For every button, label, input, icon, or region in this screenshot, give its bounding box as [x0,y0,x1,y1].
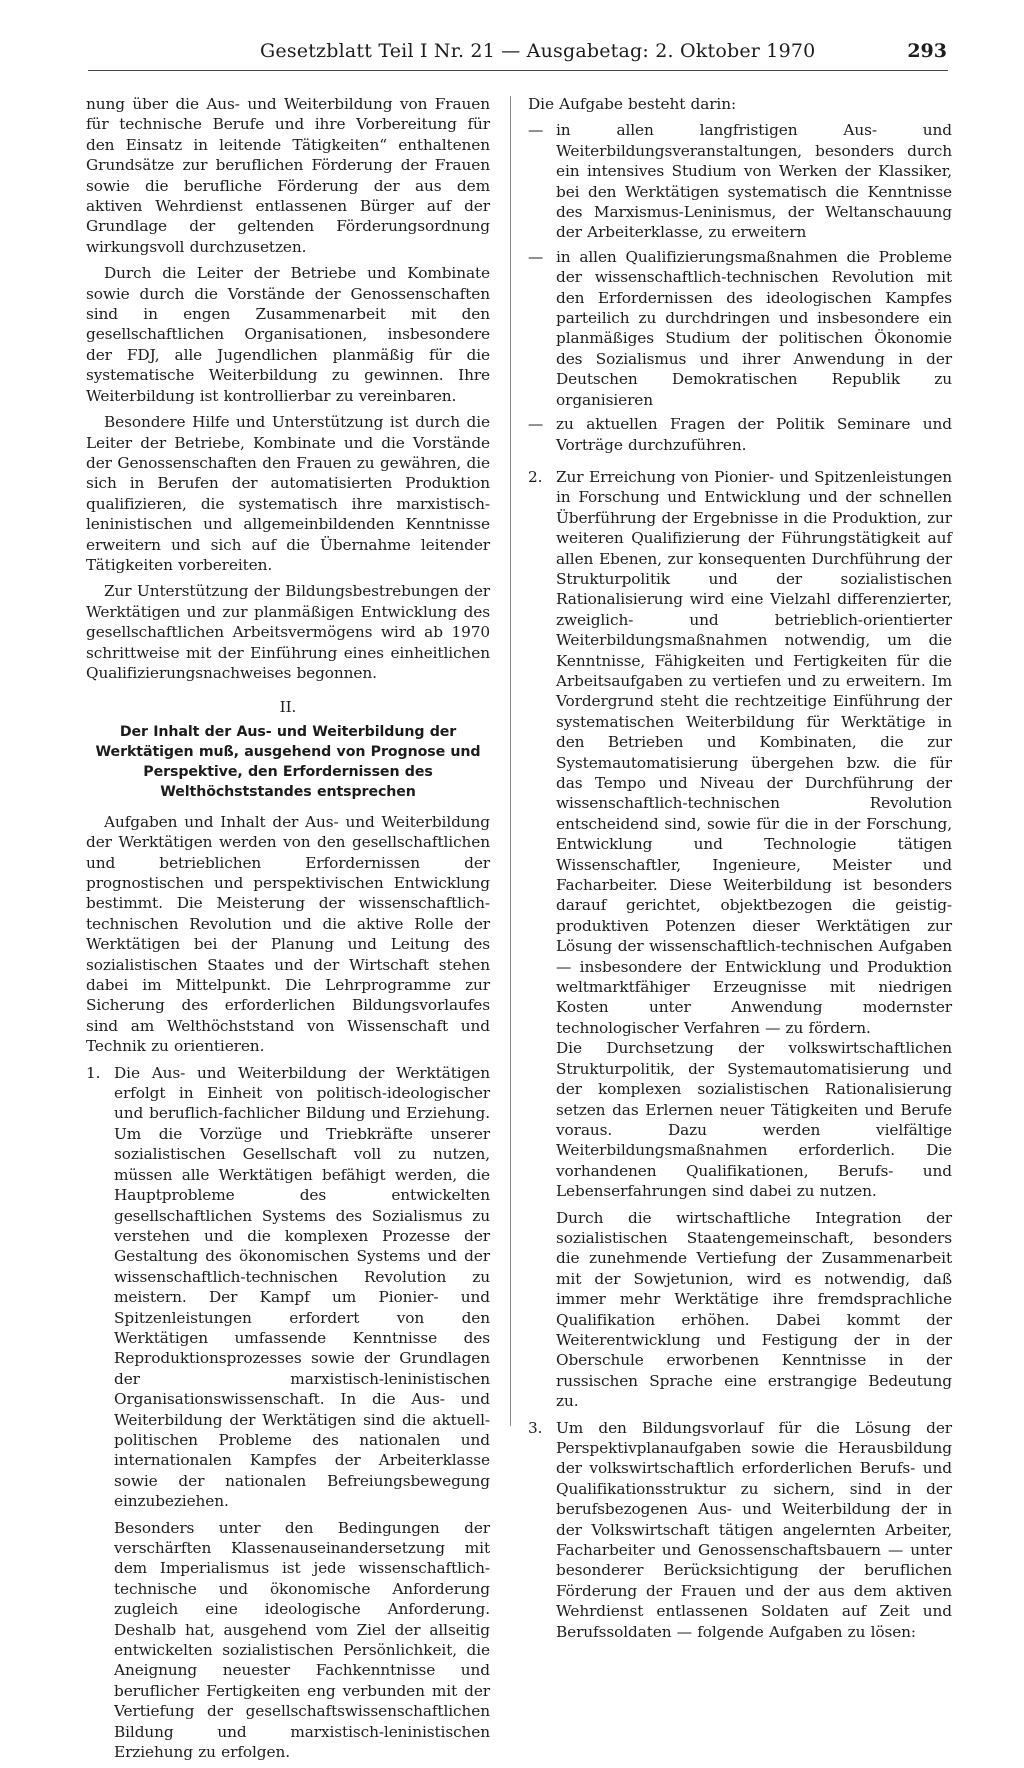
dash-list-item [528,247,952,410]
paragraph: Besonders unter den Bedingungen der verschärften Klassenauseinandersetzung mit dem Imperialismus ist jede wissenschaftlich-technische und ökonomische Anforderung zugleich eine ideologische Anforderung. Deshalb hat, ausgehend vom Ziel der allseitig entwickelten sozialistischen Persönlichkeit, die Aneignung neuester Fachkenntnisse und beruflicher Fertigkeiten eng verbunden mit der Vertiefung der gesellschaftswissenschaftlichen Bildung und marxistisch-leninistischen Erziehung zu erfolgen. [114,1518,490,1762]
paragraph: Um den Bildungsvorlauf für die Lösung der Perspektivplanaufgaben sowie die Herausbildung der volkswirtschaftlich erforderlichen Berufs- und Qualifikationsstruktur zu sichern, sind in der berufsbezogenen Aus- und Weiterbildung der in der Volkswirtschaft tätigen angelernten Arbeiter, Facharbeiter und Genossenschaftsbauern — unter besonderer Berücksichtigung der beruflichen Förderung der Frauen und der aus dem aktiven Wehrdienst entlassenen Soldaten auf Zeit und Berufssoldaten — folgende Aufgaben zu lösen: [556,1418,952,1641]
header-rule [88,70,948,71]
paragraph: Besondere Hilfe und Unterstützung ist durch die Leiter der Betriebe, Kombinate und die Vorstände der Genossenschaften den Frauen zu gewähren, die sich in Berufen der automatisierten Produktion qualifizieren, die systematisch ihre marxistisch-leninistischen und allgemeinbildenden Kenntnisse erweitern und sich auf die Übernahme leitender Tätigkeiten vorbereiten. [86,413,490,574]
dash-text: in allen langfristigen Aus- und Weiterbildungsveranstaltungen, besonders durch ein intensives Studium von Werken der Klassiker, bei den Werktätigen systematisch die Kenntnisse des Marxismus-Leninismus, der Weltanschauung der Arbeiterklasse, zu erweitern [556,121,952,242]
page-header [0,40,1024,68]
right-column [528,94,952,1648]
header-title: Gesetzblatt Teil I Nr. 21 — Ausgabetag: 2. Oktober 1970 [260,40,816,62]
list-marker: 3. [528,1418,543,1437]
dash-list-item [528,120,952,242]
paragraph: Zur Unterstützung der Bildungsbestrebungen der Werktätigen und zur planmäßigen Entwicklung des gesellschaftlichen Arbeitsvermögens wird ab 1970 schrittweise mit der Einführung eines einheitlichen Qualifizierungsnachweises begonnen. [86,582,490,682]
paragraph: Zur Erreichung von Pionier- und Spitzenleistungen in Forschung und Entwicklung und der schnellen Überführung der Ergebnisse in die Produktion, zur weiteren Qualifizierung der Führungstätigkeit auf allen Ebenen, zur konsequenten Durchführung der Strukturpolitik und der sozialistischen Rationalisierung wird eine Vielzahl differenzierter, zweiglich- und betrieblich-orientierter Weiterbildungsmaßnahmen notwendig, um die Kenntnisse, Fähigkeiten und Fertigkeiten für die Arbeitsaufgaben zu vertiefen und zu erweitern. Im Vordergrund steht die rechtzeitige Einführung der systematischen Weiterbildung für Werktätige in den Betrieben und Kombinaten, die zur Systemautomatisierung übergehen bzw. die für das Tempo und Niveau der Durchführung der wissenschaftlich-technischen Revolution entscheidend sind, sowie für die in der Forschung, Entwicklung und Technologie tätigen Wissenschaftler, Ingenieure, Meister und Facharbeiter. Diese Weiterbildung ist besonders darauf gerichtet, objektbezogen die geistig-produktiven Potenzen dieser Werktätigen zur Lösung der wissenschaftlich-technischen Aufgaben — insbesondere der Entwicklung und Produktion weltmarktfähiger Erzeugnisse mit niedrigen Kosten unter Anwendung modernster technologischer Verfahren — zu fördern. [556,467,952,1037]
left-column [86,94,490,1768]
paragraph: Die Durchsetzung der volkswirtschaftlichen Strukturpolitik, der Systemautomatisierung und der komplexen sozialistischen Rationalisierung setzen das Erlernen neuer Tätigkeiten und Berufe voraus. Dazu werden vielfältige Weiterbildungsmaßnahmen erforderlich. Die vorhandenen Qualifikationen, Berufs- und Lebenserfahrungen sind dabei zu nutzen. [556,1039,952,1201]
paragraph: Die Aus- und Weiterbildung der Werktätigen erfolgt in Einheit von politisch-ideologischer und beruflich-fachlicher Bildung und Erziehung. Um die Vorzüge und Triebkräfte unserer sozialistischen Gesellschaft voll zu nutzen, müssen alle Werktätigen befähigt werden, die Hauptprobleme des entwickelten gesellschaftlichen Systems des Sozialismus zu verstehen und die komplexen Prozesse der Gestaltung des ökonomischen Systems und der wissenschaftlich-technischen Revolution zu meistern. Der Kampf um Pionier- und Spitzenleistungen erfordert von den Werktätigen umfassende Kenntnisse des Reproduktionsprozesses sowie der Grundlagen der marxistisch-leninistischen Organisationswissenschaft. In die Aus- und Weiterbildung der Werktätigen sind die aktuell-politischen Probleme des nationalen und internationalen Kampfes der Arbeiterklasse sowie der nationalen Befreiungsbewegung einzubeziehen. [114,1063,490,1511]
list-marker: 2. [528,467,543,486]
section-heading: Der Inhalt der Aus- und Weiterbildung der Werktätigen muß, ausgehend von Prognose und Perspektive, den Erfordernissen des Welthöchststandes entsprechen [95,723,481,800]
section-number: II. [279,698,297,717]
paragraph: Die Aufgabe besteht darin: [528,95,737,113]
paragraph: Durch die wirtschaftliche Integration der sozialistischen Staatengemeinschaft, besonders die zunehmende Vertiefung der Zusammenarbeit mit der Sowjetunion, wird es notwendig, daß immer mehr Werktätige ihre fremdsprachliche Qualifikation erhöhen. Dabei kommt der Weiterentwicklung und Festigung der in der Oberschule erworbenen Kenntnisse in der russischen Sprache eine erstrangige Bedeutung zu. [556,1208,952,1411]
column-divider [510,96,511,1426]
list-item [528,467,952,1412]
paragraph: nung über die Aus- und Weiterbildung von Frauen für technische Berufe und ihre Vorbereitung für den Einsatz in leitende Tätigkeiten“ enthaltenen Grundsätze zur beruflichen Förderung der Frauen sowie die berufliche Förderung der aus dem aktiven Wehrdienst entlassenen Bürger auf der Grundlage der geltenden Förderungsordnung wirkungsvoll durchzusetzen. [86,95,490,256]
dash-marker: — [528,247,544,266]
paragraph: Durch die Leiter der Betriebe und Kombinate sowie durch die Vorstände der Genossenschaften sind in engen Zusammenarbeit mit den gesellschaftlichen Organisationen, insbesondere der FDJ, alle Jugendlichen planmäßig für die systematische Weiterbildung zu gewinnen. Ihre Weiterbildung ist kontrollierbar zu vereinbaren. [86,264,490,405]
list-item [528,1418,952,1642]
paragraph: Aufgaben und Inhalt der Aus- und Weiterbildung der Werktätigen werden von den gesellschaftlichen und betrieblichen Erfordernissen der prognostischen und perspektivischen Entwicklung bestimmt. Die Meisterung der wissenschaftlich-technischen Revolution und die aktive Rolle der Werktätigen bei der Planung und Leitung des sozialistischen Staates und der Wirtschaft stehen dabei im Mittelpunkt. Die Lehrprogramme zur Sicherung des erforderlichen Bildungsvorlaufes sind am Welthöchststand von Wissenschaft und Technik zu orientieren. [86,812,490,1056]
dash-text: zu aktuellen Fragen der Politik Seminare und Vorträge durchzuführen. [556,415,952,454]
list-item [86,1063,490,1763]
dash-list-item [528,414,952,455]
dash-marker: — [528,415,544,434]
list-marker: 1. [86,1063,101,1082]
dash-text: in allen Qualifizierungsmaßnahmen die Probleme der wissenschaftlich-technischen Revolution mit den Erfordernissen des ideologischen Kampfes parteilich zu durchdringen und insbesondere ein planmäßiges Studium der politischen Ökonomie des Sozialismus und ihrer Anwendung in der Deutschen Demokratischen Republik zu organisieren [556,247,952,409]
dash-marker: — [528,121,544,140]
page-number: 293 [907,40,947,62]
